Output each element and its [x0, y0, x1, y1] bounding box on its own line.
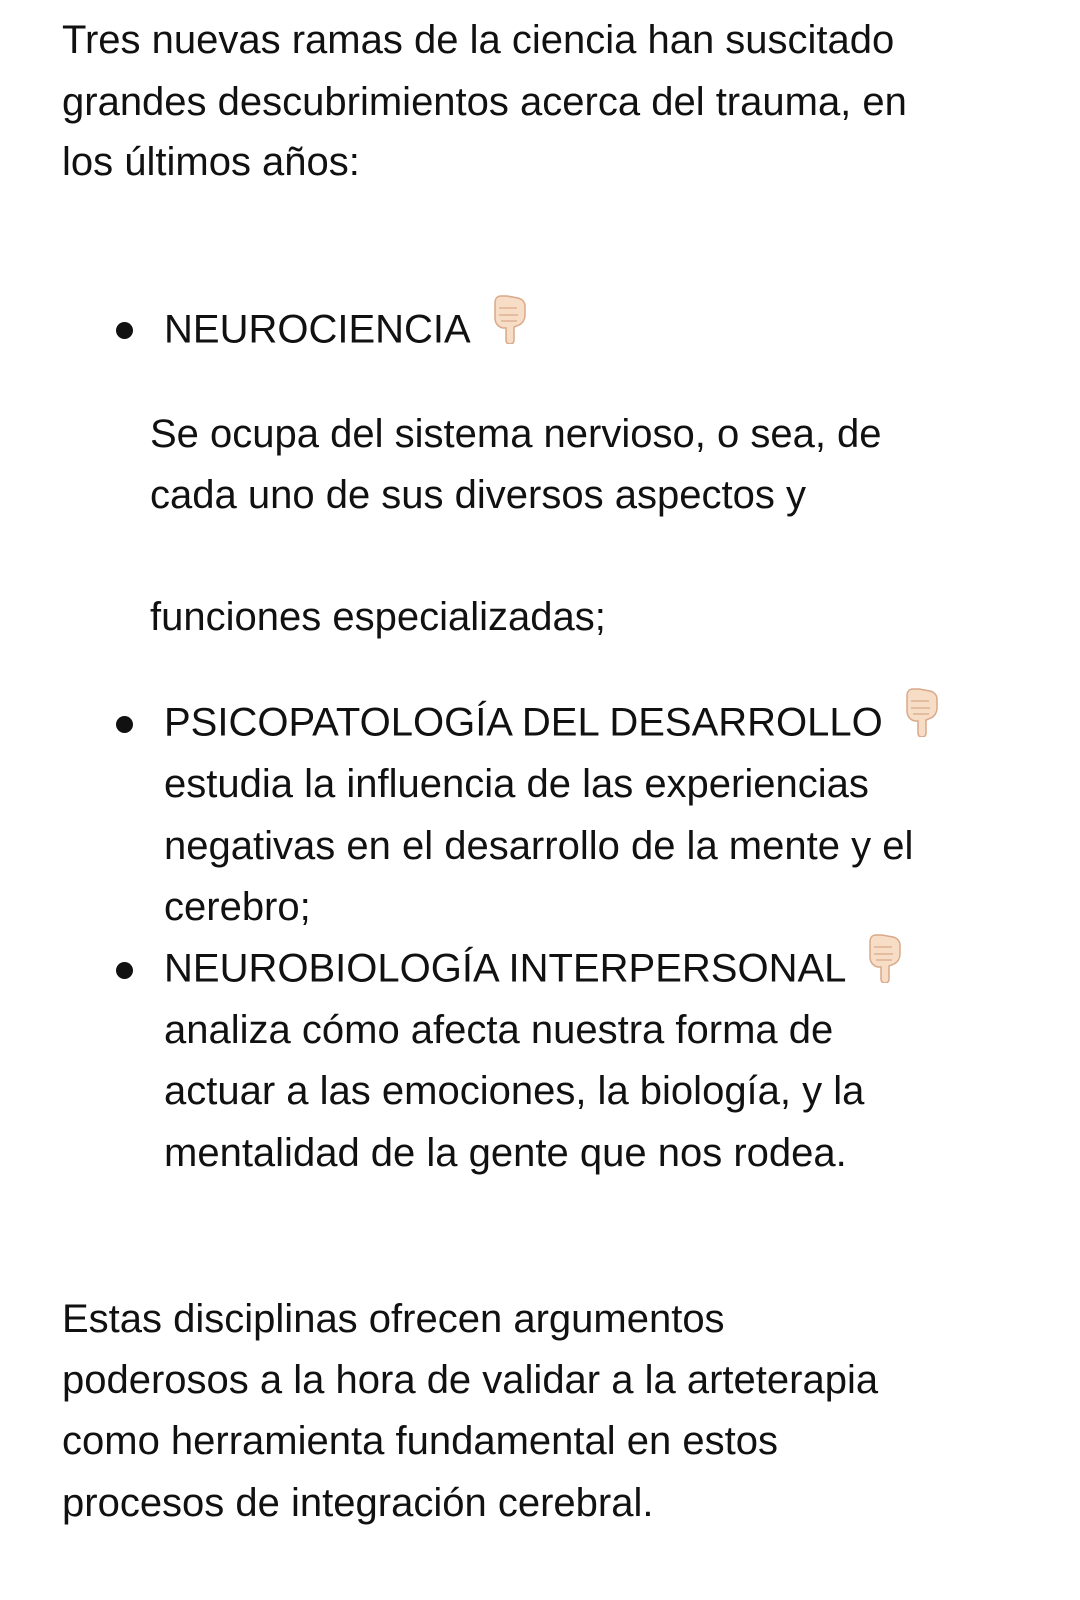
list-item-description-line: mentalidad de la gente que nos rodea. [164, 1131, 847, 1175]
bullet-point [116, 716, 133, 733]
bullet-point [116, 962, 133, 979]
list-item-title: PSICOPATOLOGÍA DEL DESARROLLO [164, 700, 883, 745]
intro-line: Tres nuevas ramas de la ciencia han suscitado [62, 18, 895, 62]
pointing-down-hand-icon [905, 687, 939, 755]
conclusion-line: Estas disciplinas ofrecen argumentos [62, 1297, 725, 1341]
list-item-description-line: funciones especializadas; [150, 595, 606, 639]
conclusion-line: como herramienta fundamental en estos [62, 1419, 778, 1463]
list-item-description-line: estudia la influencia de las experiencias [164, 762, 869, 806]
list-item-title-row [164, 298, 527, 366]
conclusion-line: procesos de integración cerebral. [62, 1481, 654, 1525]
list-item-description-line: negativas en el desarrollo de la mente y el [164, 824, 914, 868]
intro-line: los últimos años: [62, 140, 360, 184]
intro-line: grandes descubrimientos acerca del trauma, en [62, 80, 907, 124]
pointing-down-hand-icon [868, 933, 902, 1001]
list-item-title: NEUROCIENCIA [164, 307, 471, 352]
bullet-point [116, 322, 133, 339]
list-item-description-line: analiza cómo afecta nuestra forma de [164, 1008, 834, 1052]
list-item-title: NEUROBIOLOGÍA INTERPERSONAL [164, 946, 847, 991]
list-item-description-line: cada uno de sus diversos aspectos y [150, 473, 806, 517]
list-item-title-row [164, 691, 939, 759]
pointing-down-hand-icon [493, 294, 527, 362]
conclusion-line: poderosos a la hora de validar a la arteterapia [62, 1358, 879, 1402]
list-item-description-line: actuar a las emociones, la biología, y la [164, 1069, 865, 1113]
list-item-description-line: Se ocupa del sistema nervioso, o sea, de [150, 412, 882, 456]
list-item-description-line: cerebro; [164, 885, 311, 929]
list-item-title-row [164, 937, 902, 1005]
